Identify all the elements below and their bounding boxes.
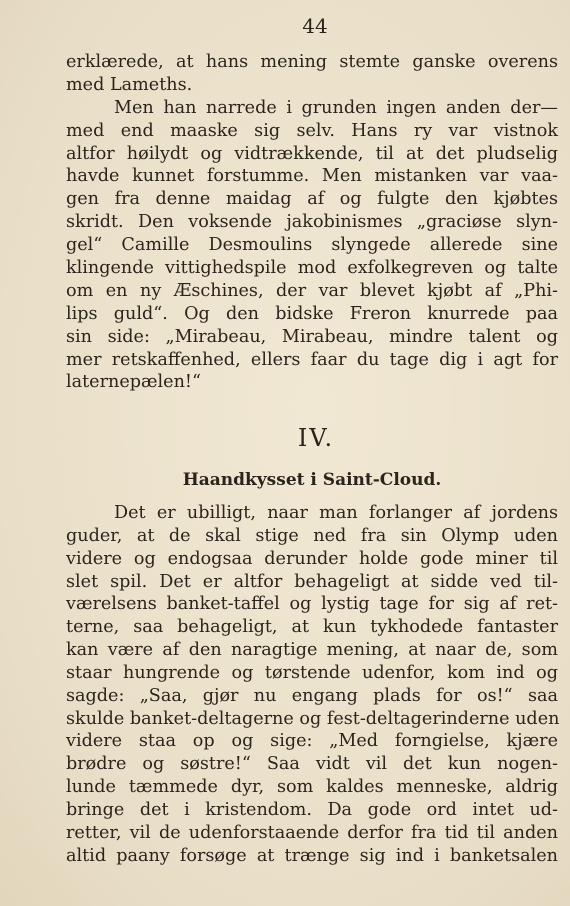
text-line: laternepælen!“ [66,372,201,393]
text-line: sagde: „Saa, gjør nu engang plads for os!“ saa [66,685,558,706]
text-line: lips guld“. Og den bidske Freron knurrede paa [66,303,558,324]
text-line: klingende vittighedspile mod exfolkegreven og talte [66,258,558,279]
text-line: gen fra denne maidag af og fulgte den kjøbtes [66,189,558,210]
text-line: retter, vil de udenforstaaende derfor fra tid til anden [66,822,558,843]
text-line: brødre og søstre!“ Saa vidt vil det kun nogen- [66,754,558,775]
text-line: værelsens banket-taffel og lystig tage for sig af ret- [66,594,558,615]
text-line: lunde tæmmede dyr, som kaldes menneske, aldrig [66,777,558,798]
text-line: sin side: „Mirabeau, Mirabeau, mindre talent og [66,326,558,347]
paragraph-block-bottom [66,502,558,868]
text-line: skulde banket-deltagerne og fest-deltagerinderne uden [66,708,560,729]
text-line: altid paany forsøge at trænge sig ind i banketsalen [66,845,558,866]
text-line: med end maaske sig selv. Hans ry var vistnok [66,120,558,141]
paragraph-block-top [66,51,558,394]
text-line: skridt. Den voksende jakobinismes „graciøse slyn- [66,212,558,233]
text-line: slet spil. Det er altfor behageligt at sidde ved til- [66,571,558,592]
text-line: altfor høilydt og vidtrækkende, til at det pludselig [66,143,558,164]
text-line: Det er ubilligt, naar man forlanger af jordens [114,503,558,523]
text-line: mer retskaffenhed, ellers faar du tage dig i agt for [66,349,558,370]
text-line: terne, saa behageligt, at kun tykhodede fantaster [66,617,558,638]
text-line: erklærede, at hans mening stemte ganske overens [66,52,558,72]
text-line: bringe det i kristendom. Da gode ord intet ud- [66,799,558,820]
page-number: 44 [302,14,328,38]
chapter-title: Haandkysset i Saint-Cloud. [182,470,442,490]
text-line: Men han narrede i grunden ingen anden der— [114,97,558,118]
text-line: videre og endogsaa derunder holde gode miner til [66,548,558,569]
text-line: om en ny Æschines, der var blevet kjøbt af „Phi- [66,280,558,301]
text-line: staar hungrende og tørstende udenfor, kom ind og [66,662,558,683]
text-line: guder, at de skal stige ned fra sin Olymp uden [66,525,558,546]
chapter-numeral: IV. [297,424,335,452]
text-line: havde kunnet forstumme. Men mistanken var vaa- [66,166,558,187]
text-line: med Lameths. [66,74,193,95]
text-line: gel“ Camille Desmoulins slyngede allerede sine [66,235,558,256]
text-line: kan være af den naragtige mening, at naar de, som [66,640,558,661]
text-line: videre staa op og sige: „Med forngielse, kjære [66,731,558,752]
